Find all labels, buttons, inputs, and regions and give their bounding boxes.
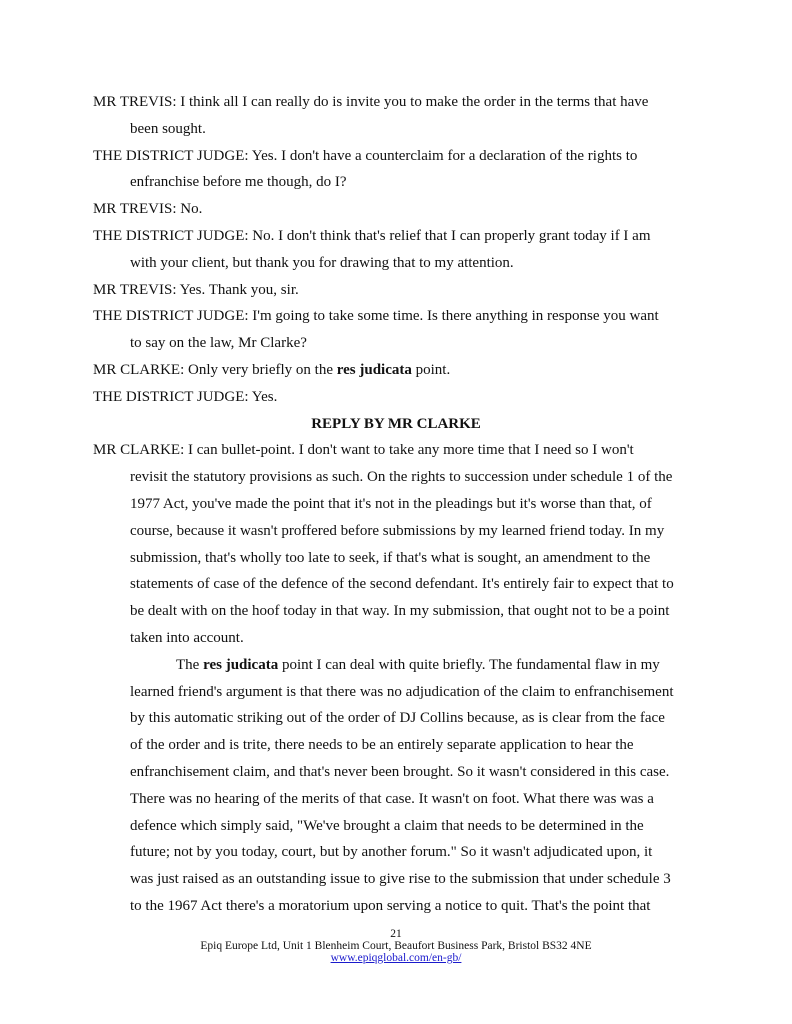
- line-text: MR CLARKE: Only very briefly on the: [93, 361, 337, 378]
- transcript-line: 1977 Act, you've made the point that it's not in the pleadings but it's worse than that, of: [130, 495, 652, 512]
- bold-term: res judicata: [336, 361, 412, 378]
- transcript-line: THE DISTRICT JUDGE: No. I don't think that's relief that I can properly grant today if I am: [93, 227, 651, 244]
- transcript-line: by this automatic striking out of the order of DJ Collins because, as is clear from the face: [130, 710, 665, 727]
- transcript-line: to the 1967 Act there's a moratorium upon serving a notice to quit. That's the point that: [130, 897, 651, 914]
- transcript-line: THE DISTRICT JUDGE: Yes. I don't have a counterclaim for a declaration of the rights to: [93, 147, 638, 164]
- transcript-line: MR CLARKE: I can bullet-point. I don't want to take any more time that I need so I won't: [93, 442, 634, 459]
- section-heading: REPLY BY MR CLARKE: [311, 415, 481, 432]
- transcript-line: course, because it wasn't proffered before submissions by my learned friend today. In my: [130, 522, 665, 539]
- transcript-line: MR TREVIS: I think all I can really do is invite you to make the order in the terms that have: [93, 94, 649, 110]
- transcript-line: to say on the law, Mr Clarke?: [130, 335, 307, 352]
- transcript-line: of the order and is trite, there needs to be an entirely separate application to hear the: [130, 737, 634, 754]
- transcript-line: be dealt with on the hoof today in that way. In my submission, that ought not to be a point: [130, 603, 670, 620]
- transcript-line: was just raised as an outstanding issue to give rise to the submission that under schedule 3: [130, 871, 671, 888]
- line-text: The: [176, 656, 204, 673]
- transcript-line: statements of case of the defence of the second defendant. It's entirely fair to expect that to: [130, 576, 674, 593]
- line-text: point.: [411, 361, 451, 378]
- transcript-line: defence which simply said, "We've brought a claim that needs to be determined in the: [130, 817, 644, 834]
- transcript-line: THE DISTRICT JUDGE: I'm going to take some time. Is there anything in response you want: [93, 308, 659, 325]
- transcript-line: future; not by you today, court, but by another forum." So it wasn't adjudicated upon, it: [130, 844, 653, 861]
- transcript-line: learned friend's argument is that there was no adjudication of the claim to enfranchisement: [130, 683, 674, 700]
- transcript-line: been sought.: [130, 120, 206, 137]
- transcript-line: MR TREVIS: No.: [93, 201, 203, 218]
- footer-company: Epiq Europe Ltd, Unit 1 Blenheim Court, Beaufort Business Park, Bristol BS32 4NE: [200, 940, 592, 952]
- transcript-line: enfranchise before me though, do I?: [130, 174, 347, 191]
- transcript-line: [93, 652, 703, 679]
- transcript-line: [93, 357, 703, 384]
- page-number: 21: [390, 928, 402, 940]
- line-text: point I can deal with quite briefly. The fundamental flaw in my: [278, 656, 660, 673]
- bold-term: res judicata: [203, 656, 279, 673]
- transcript-line: submission, that's wholly too late to seek, if that's what is sought, an amendment to the: [130, 549, 651, 566]
- footer-link[interactable]: www.epiqglobal.com/en-gb/: [330, 952, 462, 964]
- transcript-line: enfranchisement claim, and that's never been brought. So it wasn't considered in this case.: [130, 763, 670, 780]
- transcript-line: with your client, but thank you for drawing that to my attention.: [130, 254, 514, 271]
- transcript-line: THE DISTRICT JUDGE: Yes.: [93, 388, 278, 405]
- footer-link-row: [0, 952, 792, 964]
- transcript-body: [93, 89, 703, 920]
- transcript-line: revisit the statutory provisions as such. On the rights to succession under schedule 1 of the: [130, 469, 673, 486]
- transcript-line: There was no hearing of the merits of that case. It wasn't on foot. What there was was a: [130, 790, 654, 807]
- transcript-line: MR TREVIS: Yes. Thank you, sir.: [93, 281, 299, 298]
- transcript-line: taken into account.: [130, 629, 244, 646]
